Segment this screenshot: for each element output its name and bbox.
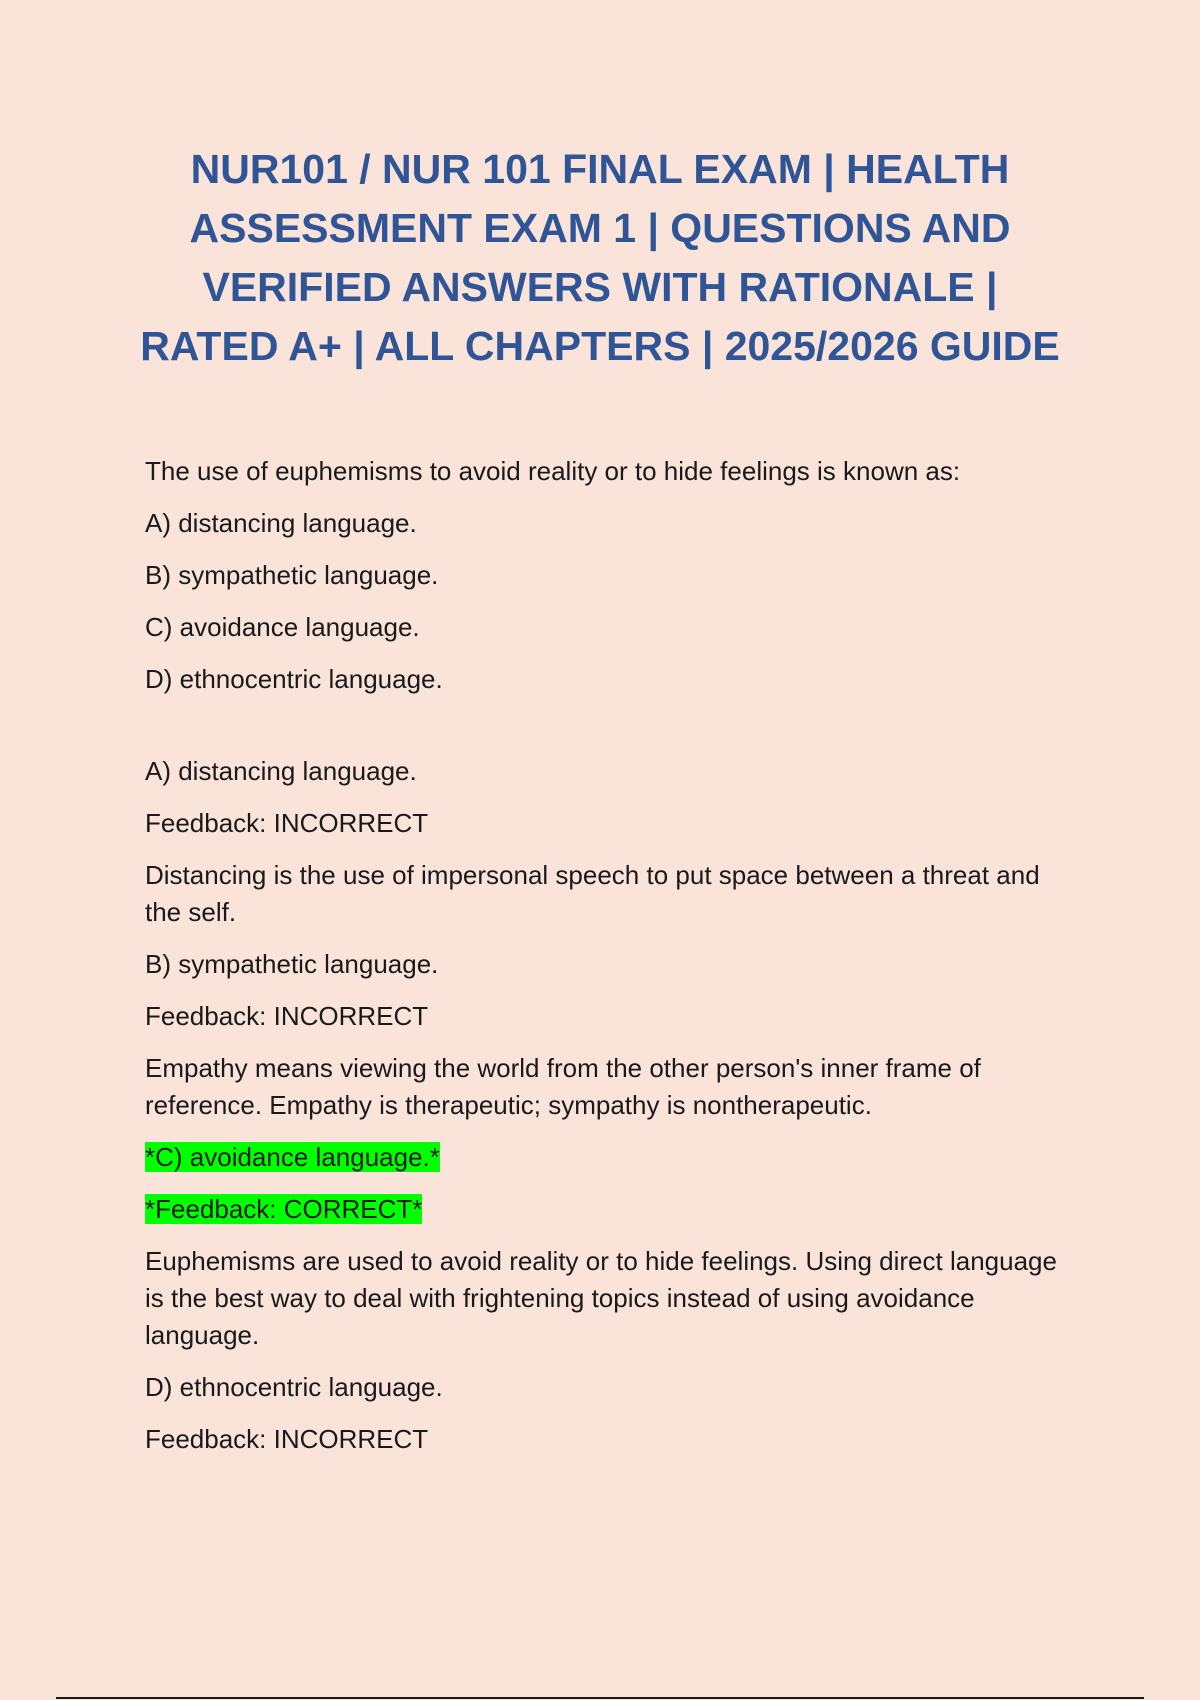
document-body [145, 453, 1075, 1473]
answer-d-option: D) ethnocentric language. [145, 1372, 443, 1402]
option-a: A) distancing language. [145, 508, 417, 538]
footer-divider [56, 1697, 1144, 1699]
answer-c-rationale: Euphemisms are used to avoid reality or to hide feelings. Using direct language is the best way to deal with frightening topics instead of using avoidance language. [145, 1246, 1057, 1350]
answer-b-option: B) sympathetic language. [145, 949, 439, 979]
answer-a-option: A) distancing language. [145, 756, 417, 786]
answer-c-option-highlighted: *C) avoidance language.* [145, 1142, 440, 1172]
document-title: NUR101 / NUR 101 FINAL EXAM | HEALTH ASSESSMENT EXAM 1 | QUESTIONS AND VERIFIED ANSWERS WITH RATIONALE | RATED A+ | ALL CHAPTERS | 2025/2026 GUIDE [140, 146, 1060, 369]
option-c: C) avoidance language. [145, 612, 420, 642]
answer-c-feedback-wrap [145, 1191, 1075, 1228]
question-stem: The use of euphemisms to avoid reality or to hide feelings is known as: [145, 456, 961, 486]
option-d: D) ethnocentric language. [145, 664, 443, 694]
answer-b-feedback: Feedback: INCORRECT [145, 1001, 429, 1031]
answer-d-feedback: Feedback: INCORRECT [145, 1424, 429, 1454]
answer-c-feedback-highlighted: *Feedback: CORRECT* [145, 1194, 423, 1224]
answer-a-rationale: Distancing is the use of impersonal speech to put space between a threat and the self. [145, 860, 1040, 927]
answer-a-feedback: Feedback: INCORRECT [145, 808, 429, 838]
answer-b-rationale: Empathy means viewing the world from the other person's inner frame of reference. Empathy is therapeutic; sympathy is nontherapeutic. [145, 1053, 981, 1120]
option-b: B) sympathetic language. [145, 560, 439, 590]
answer-c-option-wrap [145, 1139, 1075, 1176]
